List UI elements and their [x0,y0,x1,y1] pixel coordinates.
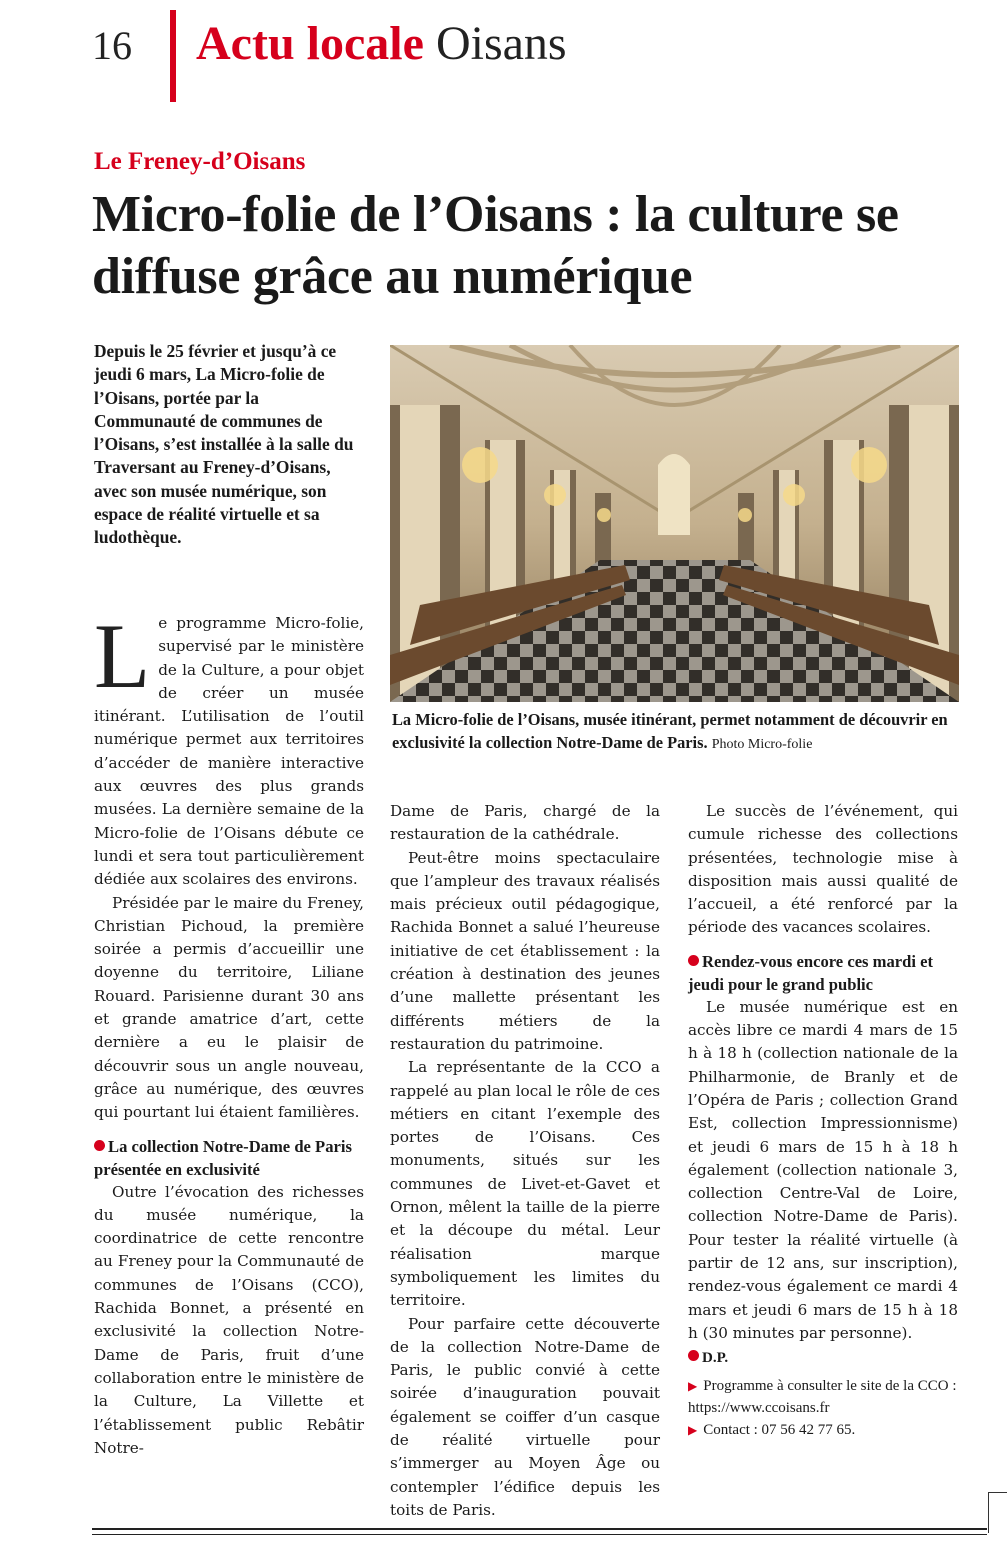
section-label: Actu locale [196,17,424,70]
subheading [688,950,958,996]
paragraph-text: e programme Micro-folie, supervisé par le ministère de la Culture, a pour objet de créer un musée itinérant. L’utilisation de l’outil numérique permet aux territoires d’accéder de manière interactive aux œuvres des plus grands musées. La dernière semaine de la Micro-folie de l’Oisans débute ce lundi et sera tout particulièrement dédiée aux scolaires des environs. [94,614,364,889]
info-box [688,1375,958,1441]
paragraph: Présidée par le maire du Freney, Christian Pichoud, la première soirée a permis d’accueillir une doyenne du territoire, Liliane Rouard. Parisienne durant 30 ans et grande amatrice d’art, cette dernière a eu le plaisir de découvrir sous un angle nouveau, grâce au numérique, des œuvres qui pourtant lui étaient familières. [94,893,364,1122]
paragraph [94,605,364,892]
section-region: Oisans [435,17,567,70]
subheading [94,1135,364,1181]
paragraph: Le succès de l’événement, qui cumule richesse des collections présentées, technologie mise à disposition mais aussi qualité de l’accueil, a été renforcé par la période des vacances scolaires. [688,802,958,937]
cathedral-photo [390,345,959,702]
paragraph: La représentante de la CCO a rappelé au plan local le rôle de ces métiers en citant l’exemple des portes de l’Oisans. Ces monuments, situés sur les communes de Livet-et-Gavet et Ornon, mêlent la taille de la pierre et la découpe du métal. Leur réalisation marque symboliquement les limites du territoire. [390,1058,660,1310]
paragraph: Outre l’évocation des richesses du musée numérique, la coordinatrice de cette rencontre au Freney pour la Communauté de communes de l’Oisans (CCO), Rachida Bonnet, a présenté en exclusivité la collection Notre-Dame de Paris, fruit d’une collaboration entre le ministère de la Culture, La Villette et l’établissement public Rebâtir Notre- [94,1182,364,1457]
paragraph: Peut-être moins spectaculaire que l’ampleur des travaux réalisés mais précieux outil pédagogique, Rachida Bonnet a salué l’heureuse initiative de cet établissement : la création à destination des jeunes d’une mallette présentant les différents métiers de la restauration du patrimoine. [390,848,660,1053]
bullet-dot-icon [688,955,699,966]
article-column-3 [688,800,958,1441]
triangle-right-icon: ▶ [688,1378,698,1393]
page-number: 16 [92,23,132,68]
signature-text: D.P. [702,1350,729,1367]
article-lead: Depuis le 25 février et jusqu’à ce jeudi 6 mars, La Micro-folie de l’Oisans, portée par la Communauté de communes de l’Oisans, s’est installée à la salle du Traversant au Freney-d’Oisans, avec son musée numérique, son espace de réalité virtuelle et sa ludothèque. [94,341,354,548]
adjacent-box-corner [988,1492,1007,1533]
bottom-rule [92,1528,987,1530]
bullet-dot-icon [688,1350,699,1361]
info-item [688,1419,958,1441]
triangle-right-icon: ▶ [688,1422,698,1437]
subheading-text: La collection Notre-Dame de Paris présentée en exclusivité [94,1136,352,1179]
bullet-dot-icon [94,1140,105,1151]
cathedral-nave-image [390,345,959,702]
caption-text: La Micro-folie de l’Oisans, musée itinérant, permet notamment de découvrir en exclusivité la collection Notre-Dame de Paris. [392,710,948,752]
author-signature [688,1347,958,1370]
photo-credit: Photo Micro-folie [711,737,813,752]
paragraph: Pour parfaire cette découverte de la collection Notre-Dame de Paris, le public convié à cette soirée d’inauguration pouvait également se coiffer d’un casque de réalité virtuelle pour s’immerger au Moyen Âge ou contempler l’édifice depuis les toits de Paris. [390,1314,660,1519]
article-column-1 [94,605,364,1460]
subheading-text: Rendez-vous encore ces mardi et jeudi pour le grand public [688,951,934,994]
paragraph: Le musée numérique est en accès libre ce mardi 4 mars de 15 h à 18 h (collection nationale de la Philharmonie, de Branly et de l’Opéra de Paris ; collection Grand Est, collection Impressionnisme) et jeudi 6 mars de 15 h à 18 h également (collection nationale 3, collection Centre-Val de Loire, collection Notre-Dame de Paris). Pour tester la réalité virtuelle (à partir de 12 ans, sur inscription), rendez-vous également ce mardi 4 mars et jeudi 6 mars de 15 h à 18 h (30 minutes par personne). [688,997,958,1342]
section-title [196,14,567,74]
photo-caption [392,708,959,756]
article-headline: Micro-folie de l’Oisans : la culture se diffuse grâce au numérique [92,186,899,305]
article-kicker: Le Freney-d’Oisans [94,148,306,175]
info-text: Contact : 07 56 42 77 65. [703,1421,856,1438]
paragraph: Dame de Paris, chargé de la restauration de la cathédrale. [390,802,660,844]
info-item [688,1375,958,1419]
drop-cap: L [94,605,151,707]
bottom-rule-thin [92,1534,987,1535]
info-text: Programme à consulter le site de la CCO : https://www.ccoisans.fr [688,1377,957,1416]
article-column-2 [390,800,660,1522]
header-divider [170,10,176,102]
